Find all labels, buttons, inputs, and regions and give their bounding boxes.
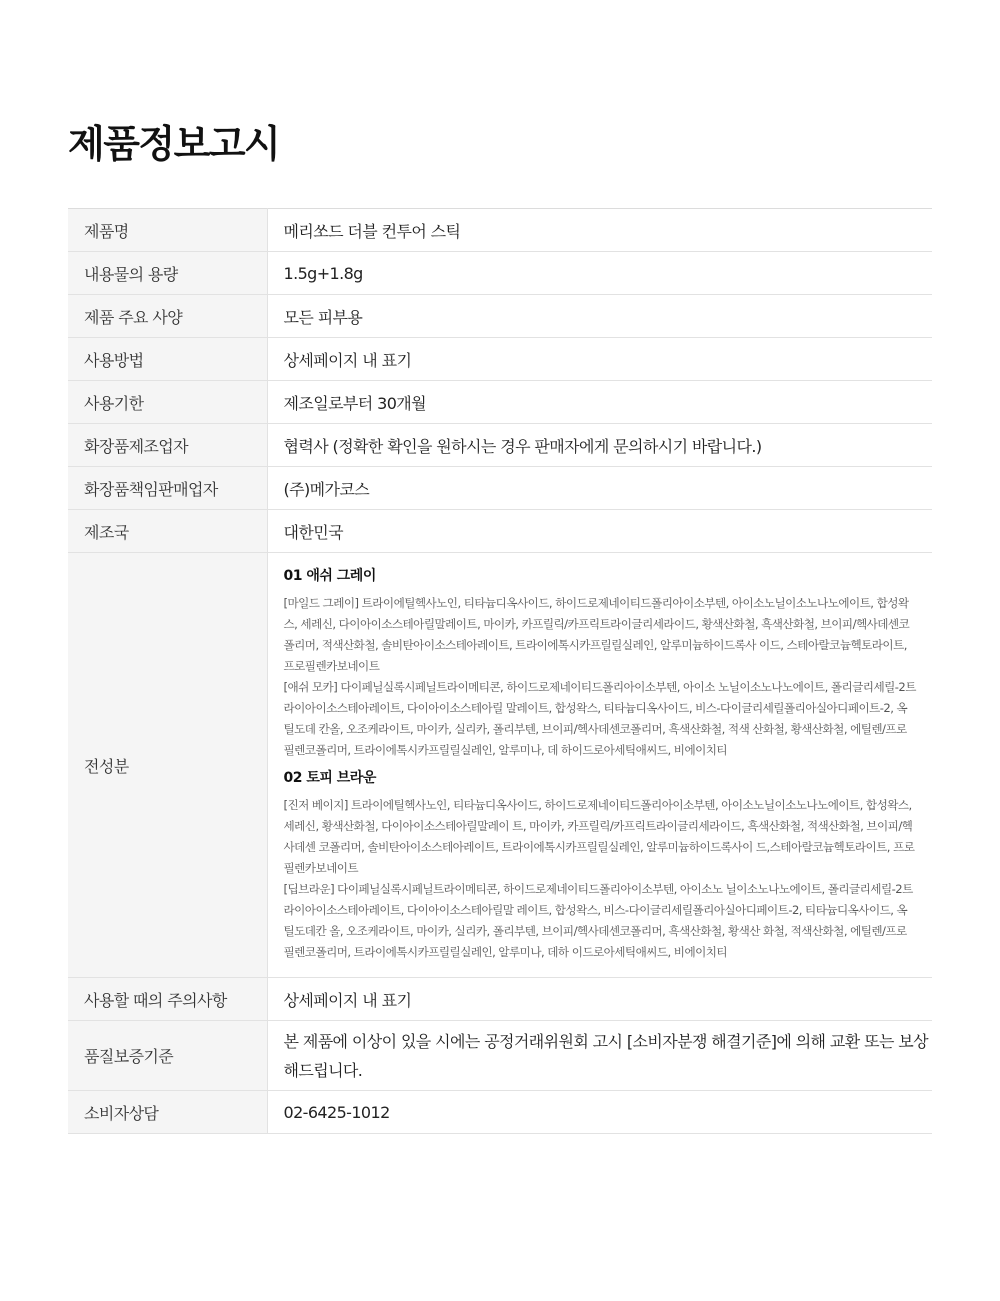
page-title: 제품정보고시 bbox=[68, 122, 280, 166]
ingredient-list: [딥브라운] 다이페닐실록시페닐트라이메티콘, 하이드로제네이티드폴리아이소부텐, 아이소노 닐이소노나노에이트, 폴리글리세릴-2트라이아이소스테아레이트, 다이아이소스테아릴말 레이트, 합성왁스, 비스-다이글리세릴폴리아실아디페이트-2, 티타늄디옥사이드, 옥틸도데칸 올, 오조케라이트, 마이카, 실리카, 폴리부텐, 브이피/헥사데센코폴리머, 흑색산화철, 황색산 화철, 적색산화철, 에틸렌/프로필렌코폴리머, 트라이에톡시카프릴릴실레인, 알루미나, 데하 이드로아세틱애씨드, 비에이치티 bbox=[283, 882, 913, 959]
ingredient-list: [마일드 그레이] 트라이에틸헥사노인, 티타늄디옥사이드, 하이드로제네이티드폴리아이소부텐, 아이소노닐이소노나노에이트, 합성왁스, 세레신, 다이아이소스테아릴말레이트, 마이카, 카프릴릭/카프릭트라이글리세라이드, 황색산화철, 흑색산화철, 브이피/헥사데센코폴리머, 적색산화철, 솔비탄아이소스테아레이트, 트라이에톡시카프릴릴실레인, 알루미늄하이드록사 이드, 스테아랄코늄헥토라이트, 프로필렌카보네이트 bbox=[283, 596, 910, 673]
row-precautions bbox=[68, 978, 932, 1021]
row-seller bbox=[68, 467, 932, 510]
row-value: 상세페이지 내 표기 bbox=[267, 978, 932, 1021]
row-country bbox=[68, 510, 932, 553]
row-value: 제조일로부터 30개월 bbox=[267, 381, 932, 424]
row-label: 전성분 bbox=[68, 553, 267, 978]
row-product-name bbox=[68, 209, 932, 252]
row-value: 1.5g+1.8g bbox=[267, 252, 932, 295]
row-label: 소비자상담 bbox=[68, 1091, 267, 1134]
row-consumer-contact bbox=[68, 1091, 932, 1134]
row-value: 대한민국 bbox=[267, 510, 932, 553]
row-value: 메리쏘드 더블 컨투어 스틱 bbox=[267, 209, 932, 252]
row-value: 본 제품에 이상이 있을 시에는 공정거래위원회 고시 [소비자분쟁 해결기준]에 의해 교환 또는 보상해드립니다. bbox=[267, 1021, 932, 1091]
row-label: 사용방법 bbox=[68, 338, 267, 381]
ingredient-group-heading: 01 애쉬 그레이 bbox=[283, 568, 376, 584]
ingredient-group-heading: 02 토피 브라운 bbox=[283, 770, 376, 786]
row-value: 협력사 (정확한 확인을 원하시는 경우 판매자에게 문의하시기 바랍니다.) bbox=[267, 424, 932, 467]
row-label: 화장품책임판매업자 bbox=[68, 467, 267, 510]
row-label: 품질보증기준 bbox=[68, 1021, 267, 1091]
row-label: 내용물의 용량 bbox=[68, 252, 267, 295]
row-value: 모든 피부용 bbox=[267, 295, 932, 338]
row-expiry bbox=[68, 381, 932, 424]
row-main-spec bbox=[68, 295, 932, 338]
row-label: 제품 주요 사양 bbox=[68, 295, 267, 338]
row-ingredients bbox=[68, 553, 932, 978]
product-info-table bbox=[68, 208, 932, 1134]
ingredient-list: [애쉬 모카] 다이페닐실록시페닐트라이메티콘, 하이드로제네이티드폴리아이소부텐, 아이소 노닐이소노나노에이트, 폴리글리세릴-2트라이아이소스테아레이트, 다이아이소스테아릴 말레이트, 합성왁스, 티타늄디옥사이드, 비스-다이글리세릴폴리아실아디페이트-2, 옥틸도데 칸올, 오조케라이트, 마이카, 실리카, 폴리부텐, 브이피/헥사데센코폴리머, 흑색산화철, 적색 산화철, 황색산화철, 에틸렌/프로필렌코폴리머, 트라이에톡시카프릴릴실레인, 알루미나, 데 하이드로아세틱애씨드, 비에이치티 bbox=[283, 680, 916, 757]
row-usage bbox=[68, 338, 932, 381]
ingredient-list: [진저 베이지] 트라이에틸헥사노인, 티타늄디옥사이드, 하이드로제네이티드폴리아이소부텐, 아이소노닐이소노나노에이트, 합성왁스, 세레신, 황색산화철, 다이아이소스테아릴말레이 트, 마이카, 카프릴릭/카프릭트라이글리세라이드, 흑색산화철, 적색산화철, 브이피/헥사데센 코폴리머, 솔비탄아이소스테아레이트, 트라이에톡시카프릴릴실레인, 알루미늄하이드록사이 드,스테아랄코늄헥토라이트, 프로필렌카보네이트 bbox=[283, 798, 915, 875]
row-quality-standard bbox=[68, 1021, 932, 1091]
row-label: 화장품제조업자 bbox=[68, 424, 267, 467]
row-label: 사용할 때의 주의사항 bbox=[68, 978, 267, 1021]
row-label: 제조국 bbox=[68, 510, 267, 553]
ingredients-cell bbox=[267, 553, 932, 978]
row-value: 상세페이지 내 표기 bbox=[267, 338, 932, 381]
row-label: 제품명 bbox=[68, 209, 267, 252]
row-label: 사용기한 bbox=[68, 381, 267, 424]
row-manufacturer bbox=[68, 424, 932, 467]
row-value: (주)메가코스 bbox=[267, 467, 932, 510]
row-volume bbox=[68, 252, 932, 295]
row-value: 02-6425-1012 bbox=[267, 1091, 932, 1134]
